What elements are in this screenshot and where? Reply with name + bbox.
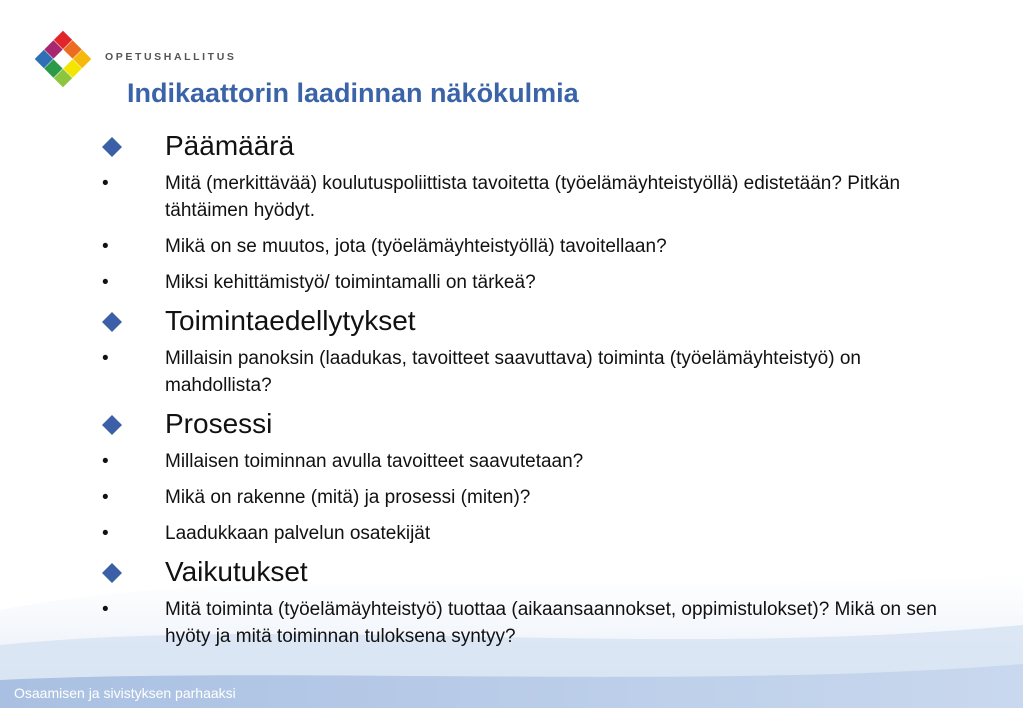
footer-slogan: Osaamisen ja sivistyksen parhaaksi: [14, 685, 236, 701]
brand-name: OPETUSHALLITUS: [105, 51, 237, 63]
list-item: [0, 596, 1023, 650]
list-item-text: Millaisin panoksin (laadukas, tavoitteet saavuttava) toiminta (työelämäyhteistyö) on mahdollista?: [165, 348, 861, 396]
bullet-dot: •: [102, 348, 109, 369]
list-item-text: Miksi kehittämistyö/ toimintamalli on tärkeä?: [165, 272, 536, 293]
list-item-text: Mikä on se muutos, jota (työelämäyhteistyöllä) tavoitellaan?: [165, 236, 667, 257]
list-item-text: Mikä on rakenne (mitä) ja prosessi (miten)?: [165, 487, 531, 508]
section-title: Päämäärä: [165, 130, 295, 161]
diamond-bullet-icon: [101, 414, 123, 436]
page-title: Indikaattorin laadinnan näkökulmia: [127, 78, 579, 108]
bullet-dot: •: [102, 236, 109, 257]
diamond-bullet-icon: [101, 562, 123, 584]
diamond-bullet-icon: [101, 136, 123, 158]
list-item: [0, 448, 1023, 475]
bullet-dot: •: [102, 599, 109, 620]
bullet-dot: •: [102, 451, 109, 472]
list-item: [0, 345, 1023, 399]
bullet-dot: •: [102, 173, 109, 194]
list-item-text: Mitä toiminta (työelämäyhteistyö) tuottaa (aikaansaannokset, oppimistulokset)? Mikä on sen hyöty ja mitä toiminnan tuloksena syntyy?: [165, 599, 937, 647]
bullet-dot: •: [102, 523, 109, 544]
section-heading: [0, 554, 1023, 596]
list-item: [0, 170, 1023, 224]
list-item-text: Mitä (merkittävää) koulutuspoliittista tavoitetta (työelämäyhteistyöllä) edistetään? Pitkän tähtäimen hyödyt.: [165, 173, 901, 221]
list-item: [0, 233, 1023, 260]
opetushallitus-logo-icon: [33, 30, 93, 88]
section-heading: [0, 303, 1023, 345]
section-title: Vaikutukset: [165, 556, 308, 587]
list-item: [0, 484, 1023, 511]
section-heading: [0, 128, 1023, 170]
section-title: Prosessi: [165, 408, 273, 439]
footer: [0, 680, 1023, 708]
slide-content: [0, 128, 1023, 659]
list-item-text: Laadukkaan palvelun osatekijät: [165, 523, 431, 544]
list-item: [0, 520, 1023, 547]
list-item: [0, 269, 1023, 296]
bullet-dot: •: [102, 272, 109, 293]
diamond-bullet-icon: [101, 311, 123, 333]
section-title: Toimintaedellytykset: [165, 305, 416, 336]
bullet-dot: •: [102, 487, 109, 508]
section-heading: [0, 406, 1023, 448]
list-item-text: Millaisen toiminnan avulla tavoitteet saavutetaan?: [165, 451, 584, 472]
